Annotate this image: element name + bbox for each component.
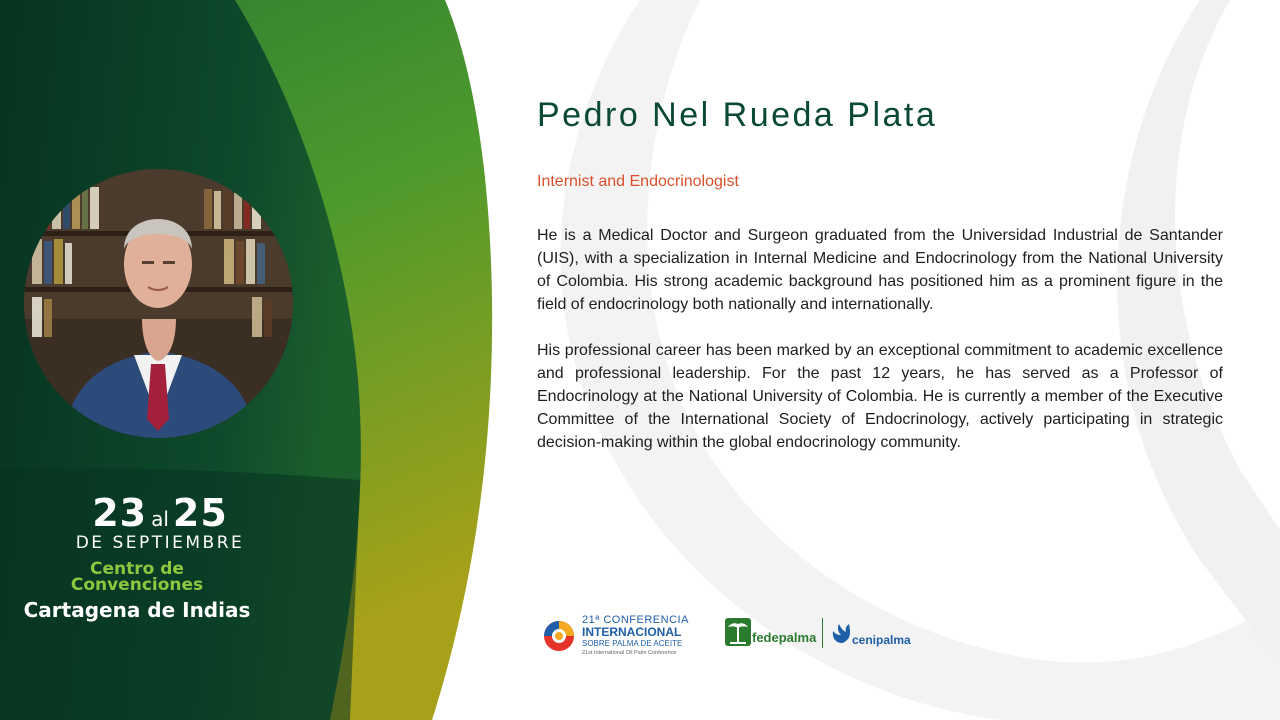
venue-line-1: Centro de	[90, 559, 184, 579]
event-dates	[0, 492, 320, 553]
date-end: 25	[172, 491, 228, 535]
bio-paragraph: He is a Medical Doctor and Surgeon graduated from the Universidad Industrial de Santander (UIS), with a specialization in Internal Medicine and Endocrinology from the National University of Colombia. His strong academic background has positioned him as a prominent figure in the field of endocrinology both nationally and internationally.	[537, 227, 1223, 313]
speaker-photo	[24, 169, 293, 438]
date-start: 23	[92, 491, 148, 535]
speaker-role: Internist and Endocrinologist	[537, 173, 739, 190]
conference-logo	[540, 612, 700, 660]
venue-city: Cartagena de Indias	[23, 598, 251, 622]
speaker-bio	[537, 224, 1223, 477]
date-connector: al	[151, 507, 169, 531]
conference-logo-line-2: INTERNACIONAL	[582, 625, 682, 639]
speaker-name: Pedro Nel Rueda Plata	[537, 96, 938, 134]
cenipalma-wordmark: cenipalma	[852, 633, 911, 647]
conference-logo-line-3: SOBRE PALMA DE ACEITE	[582, 639, 683, 648]
conference-logo-line-1: 21ª CONFERENCIA	[582, 614, 689, 626]
venue-line-2: Convenciones	[70, 575, 204, 595]
conference-logo-line-4: 21st International Oil Palm Conference	[582, 650, 677, 656]
fedepalma-wordmark: fedepalma	[752, 630, 817, 645]
venue-name	[0, 561, 274, 593]
palm-tree-icon	[724, 616, 752, 648]
cenipalma-icon	[830, 621, 854, 645]
date-month: DE SEPTIEMBRE	[75, 533, 245, 553]
bio-paragraph: His professional career has been marked by an exceptional commitment to academic excellence and professional leadership. For the past 12 years, he has served as a Professor of Endocrinology at the National University of Colombia. He is currently a member of the Executive Committee of the International Society of Endocrinology, actively participating in strategic decision-making within the global endocrinology community.	[537, 342, 1223, 451]
logo-divider	[822, 618, 823, 648]
conference-logo-icon	[543, 620, 575, 652]
